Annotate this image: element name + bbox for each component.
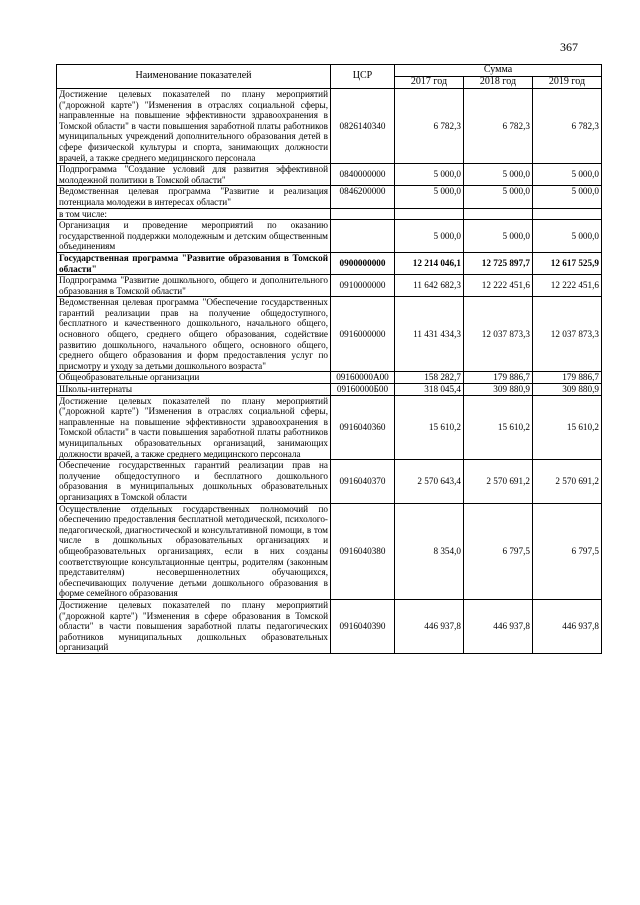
row-code: 09160000Б00: [331, 384, 395, 396]
row-value-2019: 12 222 451,6: [533, 275, 602, 297]
budget-table: [56, 64, 602, 654]
row-value-2019: 15 610,2: [533, 395, 602, 460]
row-value-2019: 12 037 873,3: [533, 297, 602, 372]
row-name: Школы-интернаты: [57, 384, 331, 396]
row-code: 0840000000: [331, 164, 395, 186]
header-sum: Сумма: [395, 65, 602, 77]
row-value-2017: 12 214 046,1: [395, 252, 464, 274]
row-value-2017: 5 000,0: [395, 220, 464, 253]
table-row: [57, 460, 602, 503]
table-row: [57, 186, 602, 208]
table-row: [57, 297, 602, 372]
header-name: Наименование показателей: [57, 65, 331, 89]
header-year-2019: 2019 год: [533, 77, 602, 89]
row-code: 0916040360: [331, 395, 395, 460]
row-name: Ведомственная целевая программа "Обеспечение государственных гарантий реализации прав на получение общедоступного, бесплатного и качественного дошкольного, начального общего, основного общего, среднего общего образования, содействие развитию дошкольного, начального общего, основного общего, среднего общего образования и форм предоставления услуг по присмотру и уходу за детьми дошкольного возраста": [57, 297, 331, 372]
header-code: ЦСР: [331, 65, 395, 89]
row-name: Достижение целевых показателей по плану мероприятий ("дорожной карте") "Изменения в отраслях социальной сферы, направленные на повышение эффективности здравоохранения в Томской области" в части повышения заработной платы работников муниципальных образовательных организаций, занимающих должности врачей, а также среднего медицинского персонала: [57, 395, 331, 460]
row-code: 0916040370: [331, 460, 395, 503]
row-name: Осуществление отдельных государственных полномочий по обеспечению предоставления бесплатной методической, психолого-педагогической, диагностической и консультативной помощи, в том числе в дошкольных образовательных организациях и общеобразовательных организациях, если в них созданы соответствующие консультационные центры, родителям (законным представителям) несовершеннолетних обучающихся, обеспечивающих получение детьми дошкольного образования в форме семейного образования: [57, 503, 331, 599]
row-code: 09160000А00: [331, 372, 395, 384]
row-value-2019: 5 000,0: [533, 164, 602, 186]
row-value-2018: 6 797,5: [464, 503, 533, 599]
row-name: Подпрограмма "Развитие дошкольного, общего и дополнительного образования в Томской области": [57, 275, 331, 297]
row-value-2017: 318 045,4: [395, 384, 464, 396]
header-year-2017: 2017 год: [395, 77, 464, 89]
row-name: Организация и проведение мероприятий по оказанию государственной поддержки молодежным и детским общественным объединениям: [57, 220, 331, 253]
row-code: [331, 220, 395, 253]
table-row: [57, 395, 602, 460]
row-value-2018: 446 937,8: [464, 599, 533, 653]
row-code: 0846200000: [331, 186, 395, 208]
row-value-2017: 15 610,2: [395, 395, 464, 460]
row-value-2019: 6 797,5: [533, 503, 602, 599]
row-code: 0826140340: [331, 89, 395, 164]
row-value-2017: 11 642 682,3: [395, 275, 464, 297]
row-value-2019: 309 880,9: [533, 384, 602, 396]
header-year-2018: 2018 год: [464, 77, 533, 89]
row-value-2017: 158 282,7: [395, 372, 464, 384]
row-value-2018: 5 000,0: [464, 186, 533, 208]
row-name: Обеспечение государственных гарантий реализации прав на получение общедоступного и бесплатного дошкольного образования в муниципальных дошкольных образовательных организациях в Томской области: [57, 460, 331, 503]
table-row: [57, 89, 602, 164]
table-row: [57, 208, 602, 220]
row-value-2019: [533, 208, 602, 220]
row-value-2017: [395, 208, 464, 220]
row-code: [331, 208, 395, 220]
row-value-2018: 12 725 897,7: [464, 252, 533, 274]
row-value-2019: 6 782,3: [533, 89, 602, 164]
row-name: Достижение целевых показателей по плану мероприятий ("дорожной карте") "Изменения в отраслях социальной сферы, направленные на повышение эффективности здравоохранения в Томской области" в части повышения заработной платы работников муниципальных учреждений дополнительного образования детей в сфере физической культуры и спорта, занимающих должности врачей, а также среднего медицинского персонала: [57, 89, 331, 164]
row-value-2018: 309 880,9: [464, 384, 533, 396]
row-name: Подпрограмма "Создание условий для развития эффективной молодежной политики в Томской области": [57, 164, 331, 186]
row-value-2019: 179 886,7: [533, 372, 602, 384]
row-code: 0910000000: [331, 275, 395, 297]
row-value-2019: 12 617 525,9: [533, 252, 602, 274]
row-value-2017: 5 000,0: [395, 186, 464, 208]
page-number: 367: [560, 40, 578, 54]
row-value-2017: 6 782,3: [395, 89, 464, 164]
row-value-2017: 8 354,0: [395, 503, 464, 599]
row-code: 0916040390: [331, 599, 395, 653]
table-row: [57, 164, 602, 186]
row-value-2018: 6 782,3: [464, 89, 533, 164]
row-value-2018: 2 570 691,2: [464, 460, 533, 503]
row-value-2019: 5 000,0: [533, 186, 602, 208]
row-value-2018: 15 610,2: [464, 395, 533, 460]
table-row: [57, 220, 602, 253]
row-value-2019: 5 000,0: [533, 220, 602, 253]
row-value-2017: 5 000,0: [395, 164, 464, 186]
row-name: Достижение целевых показателей по плану мероприятий ("дорожной карте") "Изменения в сфере образования в Томской области" в части повышения заработной платы педагогических работников муниципальных дошкольных образовательных организаций: [57, 599, 331, 653]
table-row: [57, 372, 602, 384]
row-value-2018: 12 037 873,3: [464, 297, 533, 372]
row-name: Ведомственная целевая программа "Развитие и реализация потенциала молодежи в интересах области": [57, 186, 331, 208]
row-name: в том числе:: [57, 208, 331, 220]
table-row: [57, 384, 602, 396]
row-name: Государственная программа "Развитие образования в Томской области": [57, 252, 331, 274]
table-row: [57, 503, 602, 599]
table-row: [57, 599, 602, 653]
row-value-2018: 5 000,0: [464, 220, 533, 253]
row-code: 0916040380: [331, 503, 395, 599]
row-value-2017: 446 937,8: [395, 599, 464, 653]
row-code: 0900000000: [331, 252, 395, 274]
row-value-2018: 5 000,0: [464, 164, 533, 186]
row-name: Общеобразовательные организации: [57, 372, 331, 384]
row-value-2019: 446 937,8: [533, 599, 602, 653]
row-value-2018: 12 222 451,6: [464, 275, 533, 297]
table-row: [57, 252, 602, 274]
row-code: 0916000000: [331, 297, 395, 372]
row-value-2018: [464, 208, 533, 220]
table-row: [57, 275, 602, 297]
row-value-2018: 179 886,7: [464, 372, 533, 384]
row-value-2017: 11 431 434,3: [395, 297, 464, 372]
row-value-2017: 2 570 643,4: [395, 460, 464, 503]
row-value-2019: 2 570 691,2: [533, 460, 602, 503]
